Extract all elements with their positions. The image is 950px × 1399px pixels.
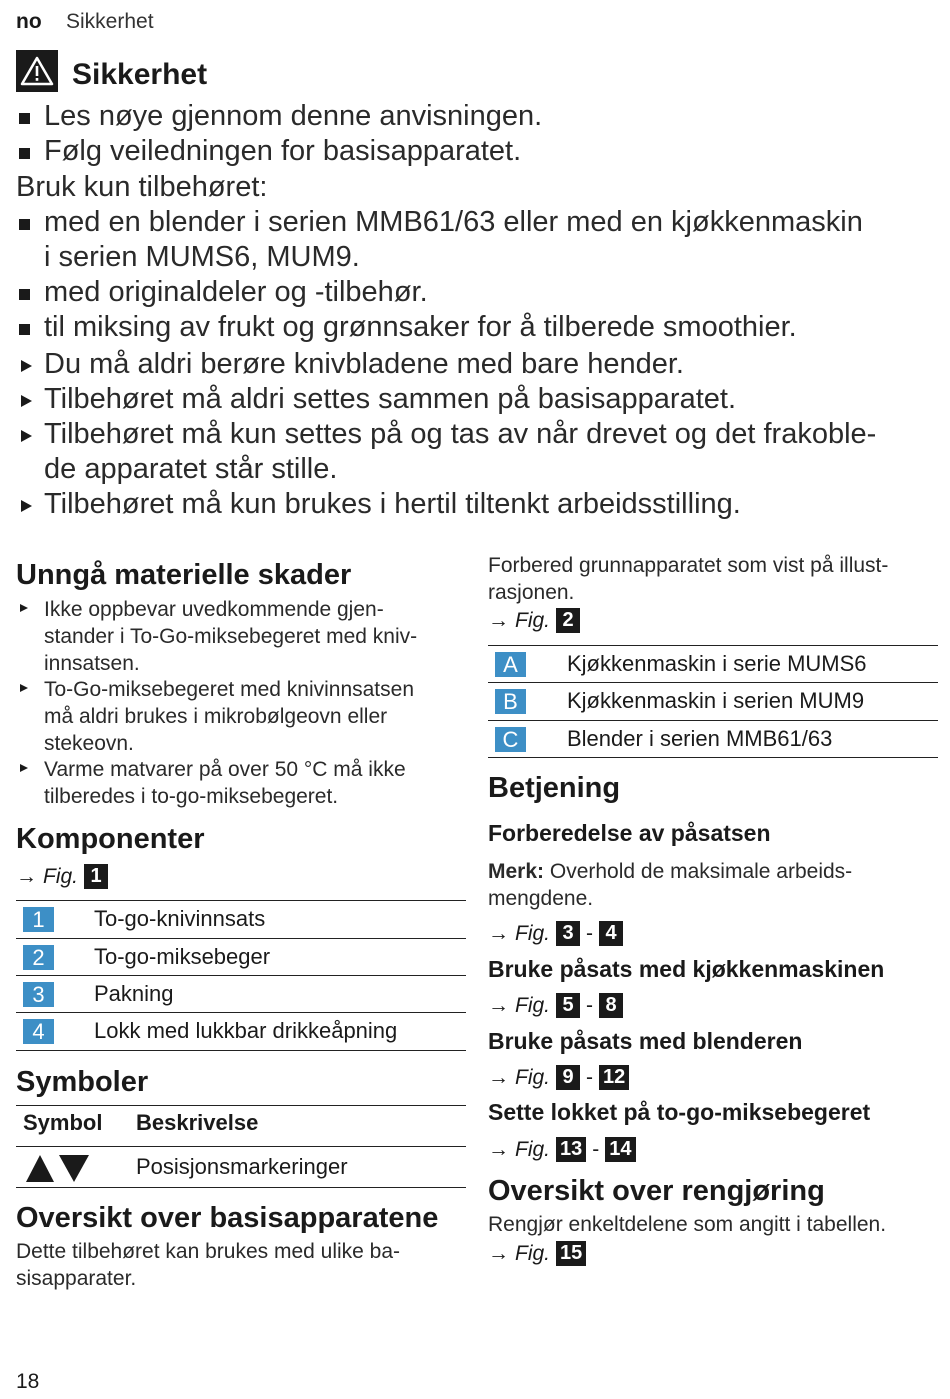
fig-label: Fig. [515,1137,551,1161]
note-label: Merk: [488,860,545,883]
prep-title: Forberedelse av påsatsen [488,820,771,846]
symbols-col-description: Beskrivelse [136,1110,259,1135]
base-row [488,720,938,758]
safety-bullet: Les nøye gjennom denne anvisningen. [44,100,543,132]
range-dash: - [586,993,594,1017]
figure-reference [488,1065,629,1090]
component-key: 3 [23,982,54,1007]
warning-icon [16,50,58,92]
language-code: no [16,10,42,33]
damage-item-line: tilberedes i to-go-miksebegeret. [44,785,339,808]
arrow-right-icon: → [488,1137,509,1161]
damage-item-line: må aldri brukes i mikrobølgeovn eller [44,705,388,728]
damage-item-line: Varme matvarer på over 50 °C må ikke [44,758,406,781]
figure-reference [488,1137,636,1162]
figure-reference [488,608,580,633]
safety-intro: Bruk kun tilbehøret: [16,171,268,203]
table-bottom-rule [488,757,938,758]
damage-item-line: To-Go-miksebegeret med knivinnsatsen [44,678,415,701]
arrow-bullet-icon [20,684,28,692]
safety-bullet-cont: i serien MUMS6, MUM9. [44,241,360,273]
figure-number: 15 [556,1241,586,1266]
base-row [488,682,938,720]
component-label: Lokk med lukkbar drikkeåpning [94,1018,398,1043]
safety-bullet: til miksing av frukt og grønnsaker for å tilberede smoothier. [44,311,797,343]
arrow-bullet-icon [21,430,32,442]
bullet-square-icon [19,289,30,300]
range-dash: - [592,1137,600,1161]
figure-number: 14 [605,1137,635,1162]
figure-number: 4 [599,921,623,946]
arrow-bullet-icon [21,500,32,512]
bullet-square-icon [19,324,30,335]
component-row [16,900,466,938]
base-key: B [495,689,526,714]
figure-number: 5 [556,993,580,1018]
arrow-right-icon: → [488,608,509,632]
safety-title: Sikkerhet [72,58,208,91]
safety-instruction: Tilbehøret må kun settes på og tas av når drevet og det frakoble- [44,418,877,450]
note-text: Overhold de maksimale arbeids- [549,860,853,883]
arrow-right-icon: → [488,993,509,1017]
arrow-right-icon: → [488,921,509,945]
component-key: 1 [23,907,54,932]
prep-text: rasjonen. [488,581,575,604]
figure-number: 13 [556,1137,586,1162]
figure-reference [488,921,623,946]
fig-label: Fig. [515,993,551,1017]
damage-item-line: stekeovn. [44,732,134,755]
running-header: Sikkerhet [66,10,154,33]
base-text: sisapparater. [16,1267,137,1290]
figure-number: 3 [556,921,580,946]
figure-number: 2 [556,608,580,633]
arrow-bullet-icon [20,764,28,772]
component-key: 2 [23,945,54,970]
arrow-bullet-icon [21,360,32,372]
fig-label: Fig. [515,1065,551,1089]
base-title: Oversikt over basisapparatene [16,1202,439,1234]
cleaning-title: Oversikt over rengjøring [488,1175,825,1207]
note-text-cont: mengdene. [488,887,594,910]
figure-reference [16,864,108,889]
kitchen-title: Bruke påsats med kjøkkenmaskinen [488,956,885,982]
components-title: Komponenter [16,823,205,855]
arrow-right-icon: → [488,1065,509,1089]
figure-reference [488,993,623,1018]
arrow-bullet-icon [21,395,32,407]
component-key: 4 [23,1019,54,1044]
component-row [16,975,466,1013]
symbol-description: Posisjonsmarkeringer [136,1154,348,1179]
operation-title: Betjening [488,772,621,804]
bullet-square-icon [19,219,30,230]
cleaning-text: Rengjør enkeltdelene som angitt i tabellen. [488,1213,887,1236]
bullet-square-icon [19,148,30,159]
component-row [16,1012,466,1050]
safety-instruction: Du må aldri berøre knivbladene med bare hender. [44,348,684,380]
safety-bullet: med originaldeler og -tilbehør. [44,276,428,308]
damage-item-line: innsatsen. [44,652,140,675]
component-label: Pakning [94,981,174,1006]
fig-label: Fig. [515,921,551,945]
base-row [488,645,938,683]
component-label: To-go-miksebeger [94,944,271,969]
damage-title: Unngå materielle skader [16,559,352,591]
figure-number: 9 [556,1065,580,1090]
symbols-col-symbol: Symbol [23,1110,103,1135]
base-key: A [495,652,526,677]
fig-label: Fig. [43,864,79,888]
page-number: 18 [16,1370,40,1393]
range-dash: - [586,921,594,945]
arrow-right-icon: → [16,864,37,888]
range-dash: - [586,1065,594,1089]
safety-instruction: Tilbehøret må kun brukes i hertil tiltenkt arbeidsstilling. [44,488,741,520]
component-label: To-go-knivinnsats [94,906,266,931]
note-line [488,858,852,885]
figure-number: 12 [599,1065,629,1090]
figure-reference [488,1241,586,1266]
damage-item-line: stander i To-Go-miksebegeret med kniv- [44,625,418,648]
symbols-title: Symboler [16,1066,149,1098]
table-top-rule [16,1105,466,1106]
base-label: Kjøkkenmaskin i serien MUM9 [567,688,865,713]
safety-instruction: Tilbehøret må aldri settes sammen på basisapparatet. [44,383,737,415]
table-bottom-rule [16,1050,466,1051]
table-header-rule [16,1146,466,1147]
arrow-right-icon: → [488,1241,509,1265]
fig-label: Fig. [515,1241,551,1265]
base-label: Kjøkkenmaskin i serie MUMS6 [567,651,867,676]
blender-title: Bruke påsats med blenderen [488,1028,803,1054]
base-key: C [495,727,526,752]
fig-label: Fig. [515,608,551,632]
damage-item-line: Ikke oppbevar uvedkommende gjen- [44,598,384,621]
table-bottom-rule [16,1187,466,1188]
safety-bullet: med en blender i serien MMB61/63 eller med en kjøkkenmaskin [44,206,863,238]
arrow-bullet-icon [20,604,28,612]
safety-bullet: Følg veiledningen for basisapparatet. [44,135,522,167]
figure-number: 8 [599,993,623,1018]
prep-text: Forbered grunnapparatet som vist på illust- [488,554,889,577]
bullet-square-icon [19,113,30,124]
base-text: Dette tilbehøret kan brukes med ulike ba- [16,1240,401,1263]
base-label: Blender i serien MMB61/63 [567,726,833,751]
position-marker-icon [25,1153,91,1188]
safety-instruction-cont: de apparatet står stille. [44,453,338,485]
figure-number: 1 [84,864,108,889]
lid-title: Sette lokket på to-go-miksebegeret [488,1099,871,1125]
component-row [16,938,466,976]
